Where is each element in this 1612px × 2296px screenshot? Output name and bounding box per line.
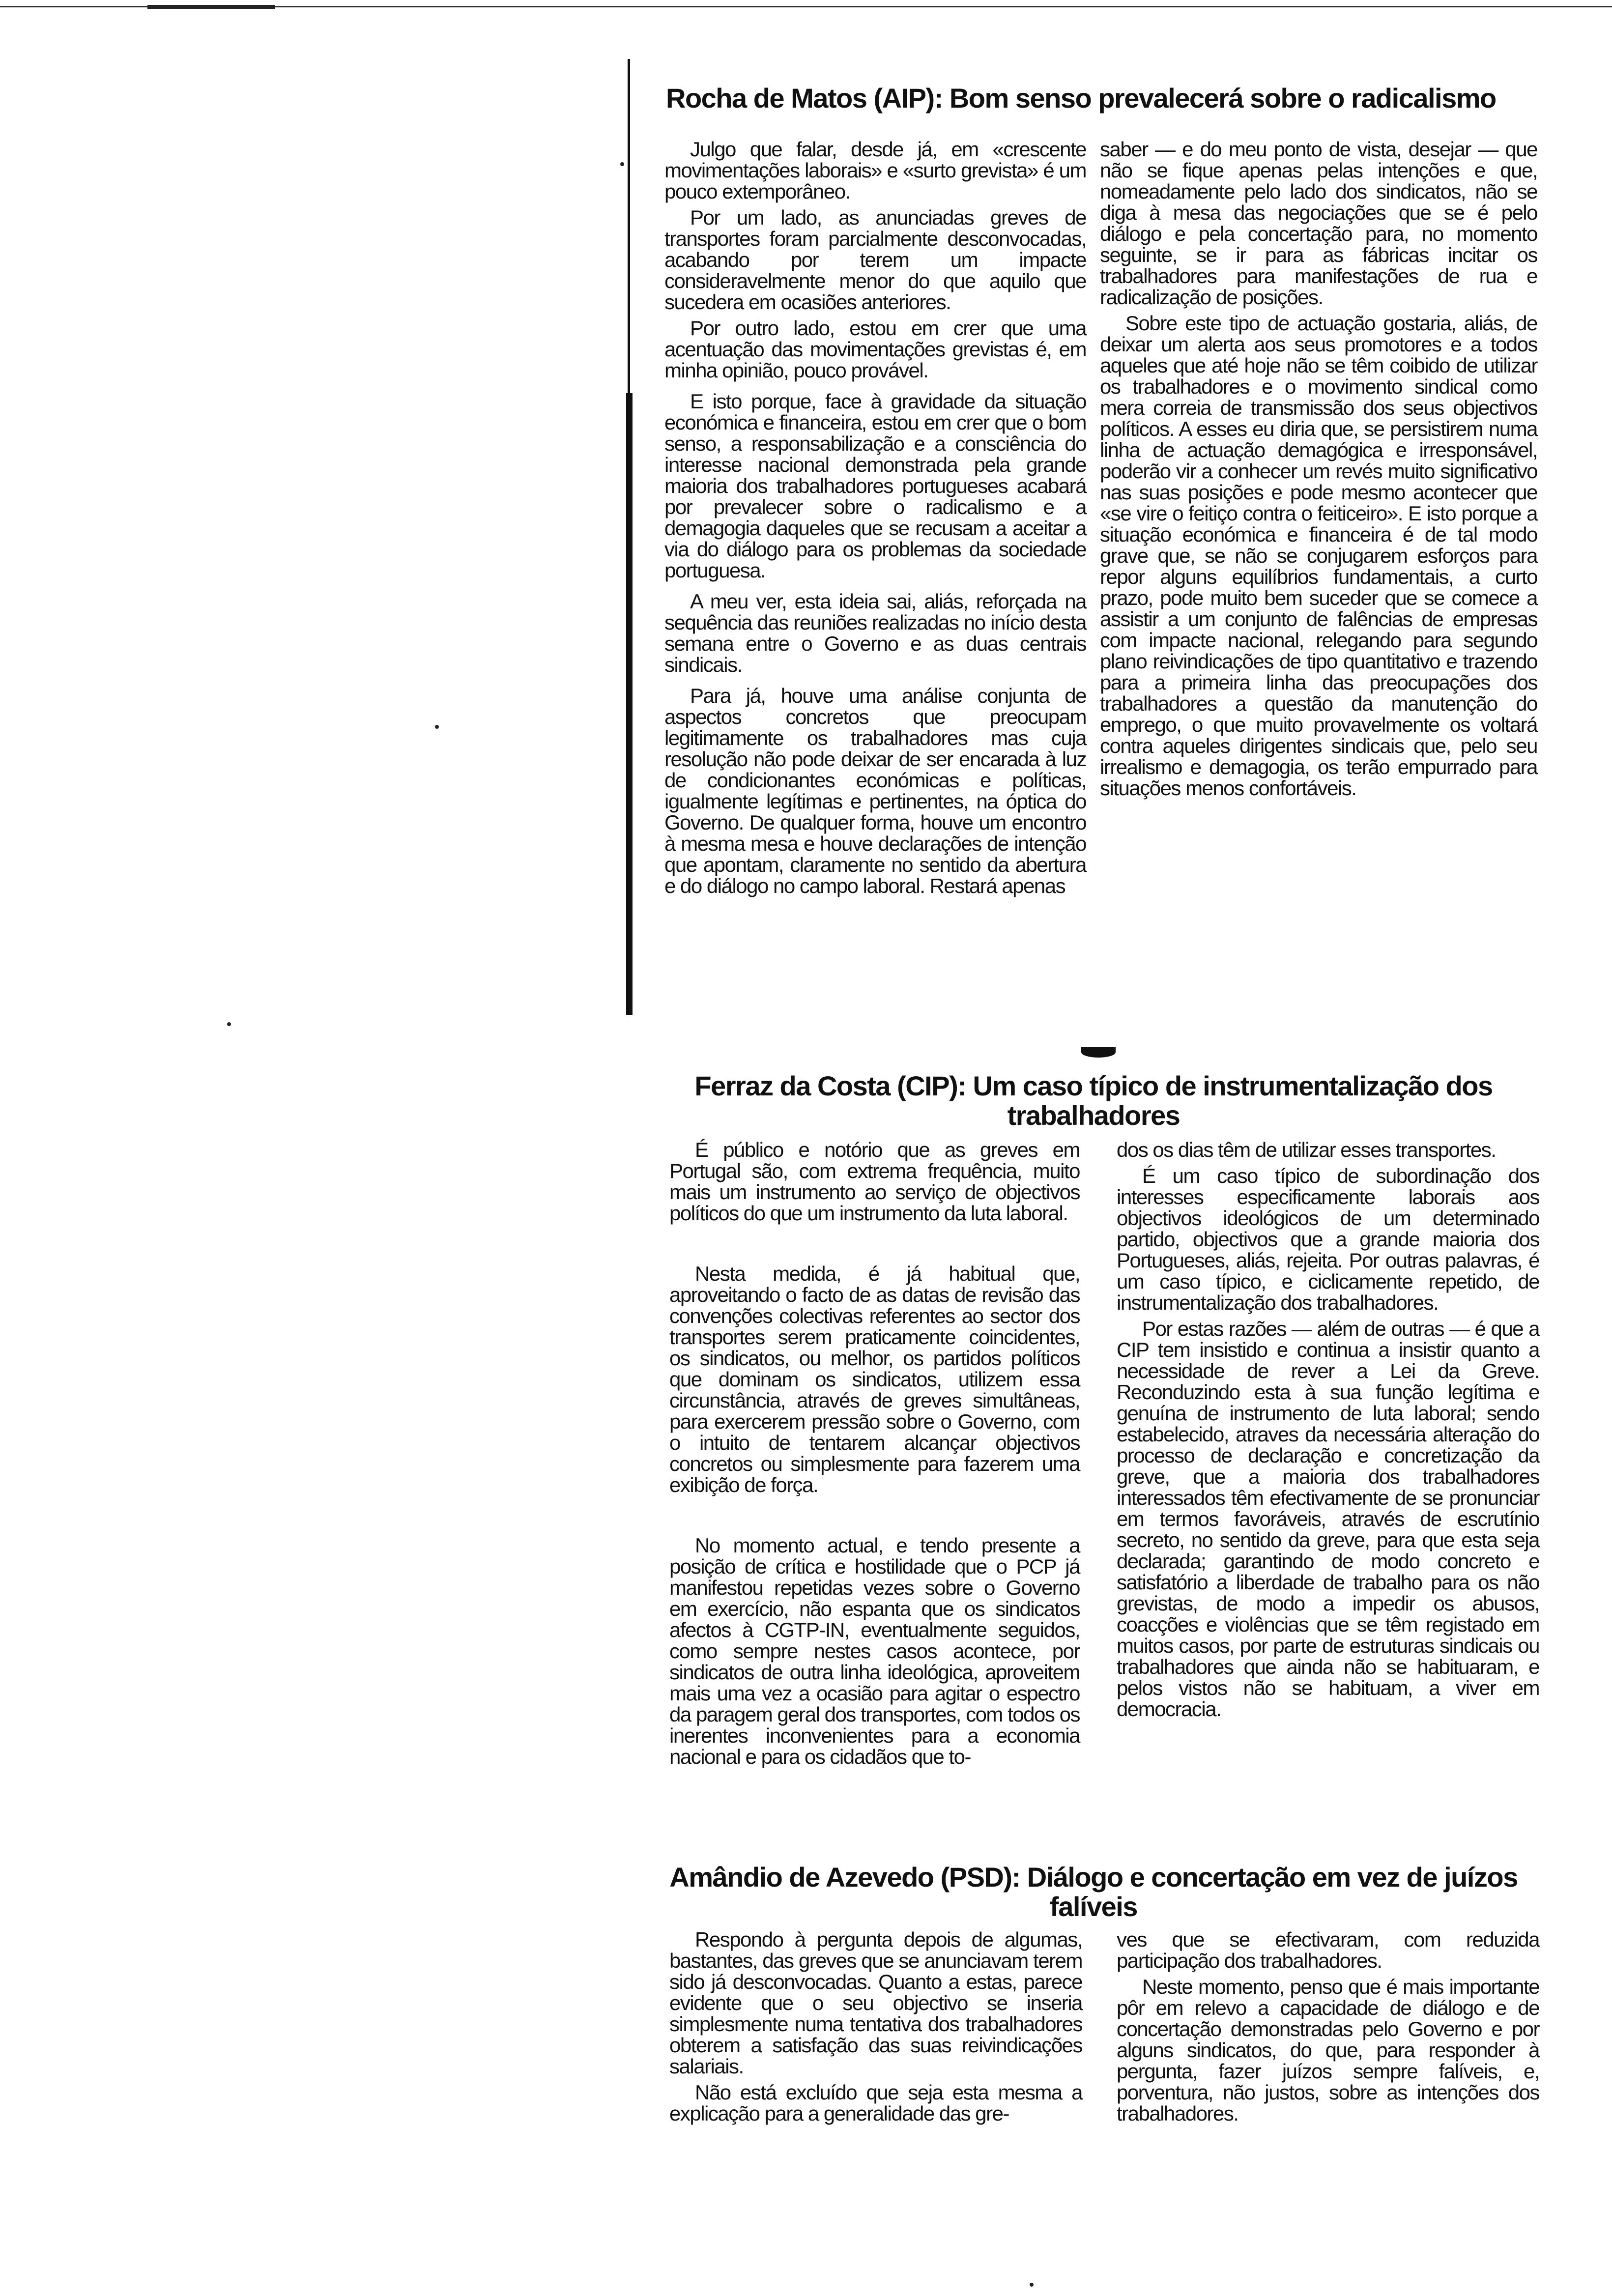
article-column-2: [1117, 1139, 1539, 1724]
paragraph: É um caso típico de subordinação dos interesses especificamente laborais aos objectivos ideológicos de um determinado partido, objectivos que a grande maioria dos Portugueses, aliás, rejeita. Por outras palavras, é um caso típico, e ciclicamente repetido, de instrumentalização dos trabalhadores.: [1117, 1164, 1539, 1314]
paragraph: É público e notório que as greves em Portugal são, com extrema frequência, muito mais um instrumento ao serviço de objectivos políticos do que um instrumento da luta laboral.: [669, 1138, 1080, 1225]
scan-speck: [1030, 2283, 1034, 2287]
paragraph: Neste momento, penso que é mais importante pôr em relevo a capacidade de diálogo e de concertação demonstradas pelo Governo e por alguns sindicatos, do que, para responder à pergunta, fazer juízos sempre falíveis, e, porventura, não justos, sobre as intenções dos trabalhadores.: [1117, 1975, 1539, 2125]
scan-speck: [227, 1022, 231, 1026]
paragraph: Por outro lado, estou em crer que uma acentuação das movimentações grevistas é, em minha opinião, pouco provável.: [664, 316, 1086, 382]
headline-speaker: Ferraz da Costa (CIP):: [694, 1070, 966, 1101]
headline-text: Bom senso prevalecerá sobre o radicalismo: [942, 83, 1496, 114]
paragraph: Nesta medida, é já habitual que, aproveitando o facto de as datas de revisão das convenções colectivas referentes ao sector dos transportes serem praticamente coincidentes, os sindicatos, ou melhor, os partidos políticos que dominam os sindicatos, utilizem essa circunstância, através de greves simultâneas, para exercerem pressão sobre o Governo, com o intuito de tentarem alcançar objectivos concretos ou simplesmente para fazerem uma exibição de força.: [669, 1262, 1080, 1496]
headline-text: Um caso típico de instrumentalização dos trabalhadores: [966, 1070, 1493, 1131]
paragraph: Por um lado, as anunciadas greves de transportes foram parcialmente desconvocadas, acabando por terem um impacte consideravelmente menor do que aquilo que sucedera em ocasiões anteriores.: [664, 206, 1086, 314]
scan-speck: [435, 725, 439, 729]
ink-blot: [1081, 1047, 1116, 1058]
article-headline: [666, 1863, 1521, 1922]
paragraph: Por estas razões — além de outras — é que a CIP tem insistido e continua a insistir quanto a necessidade de rever a Lei da Greve. Reconduzindo esta à sua função legítima e genuína de instrumento de luta laboral; sendo estabelecido, atraves da necessária alteração do processo de declaração e concretização da greve, que a maioria dos trabalhadores interessados têm efectivamente de se pronunciar em termos favoráveis, através de escrutínio secreto, no sentido da greve, para que esta seja declarada; garantindo de modo concreto e satisfatório a liberdade de trabalho para os não grevistas, de modo a impedir os abusos, coacções e violências que se têm registado em muitos casos, por parte de estruturas sindicais ou trabalhadores que ainda não se habituaram, e pelos vistos não se habituam, a viver em democracia.: [1117, 1317, 1539, 1721]
paragraph: Julgo que falar, desde já, em «crescente movimentações laborais» e «surto grevista» é um pouco extemporâneo.: [664, 138, 1086, 203]
paragraph: dos os dias têm de utilizar esses transportes.: [1117, 1138, 1496, 1161]
article-headline: [666, 84, 1511, 113]
paragraph: Não está excluído que seja esta mesma a explicação para a generalidade das gre-: [669, 2081, 1082, 2125]
paragraph: Respondo à pergunta depois de algumas, bastantes, das greves que se anunciavam terem sido já desconvocadas. Quanto a estas, parece evidente que o seu objectivo se inseria simplesmente numa tentativa dos trabalhadores obterem a satisfação das suas reivindicações salariais.: [669, 1928, 1082, 2078]
article-column-1: [669, 1139, 1080, 1772]
article-column-1: [669, 1929, 1082, 2129]
article-headline: [666, 1071, 1521, 1130]
article-column-1: [664, 139, 1086, 901]
top-rule-mark: [147, 5, 275, 9]
paragraph: No momento actual, e tendo presente a posição de crítica e hostilidade que o PCP já manifestou repetidas vezes sobre o Governo em exercício, não espanta que os sindicatos afectos à CGTP-IN, eventualmente seguidos, como sempre nestes casos acontece, por sindicatos de outra linha ideológica, aproveitem mais uma vez a ocasião para agitar o espectro da paragem geral dos transportes, com todos os inerentes inconvenientes para a economia nacional e para os cidadãos que to-: [669, 1534, 1080, 1768]
column-rule-thick: [626, 393, 633, 1015]
column-rule: [628, 59, 630, 398]
paragraph: A meu ver, esta ideia sai, aliás, reforçada na sequência das reuniões realizadas no início desta semana entre o Governo e as duas centrais sindicais.: [664, 590, 1086, 676]
paragraph: Sobre este tipo de actuação gostaria, aliás, de deixar um alerta aos seus promotores e a todos aqueles que até hoje não se têm coibido de utilizar os trabalhadores e o movimento sindical como mera correia de transmissão dos seus objectivos políticos. A esses eu diria que, se persistirem numa linha de actuação demagógica e irresponsável, poderão vir a conhecer um revés muito significativo nas suas posições e pode mesmo acontecer que «se vire o feitiço contra o feiticeiro». E isto porque a situação económica e financeira é de tal modo grave que, se não se conjugarem esforços para repor alguns equilíbrios fundamentais, a curto prazo, pode muito bem suceder que se comece a assistir a um conjunto de falências de empresas com impacte nacional, relegando para segundo plano reivindicações de tipo quantitativo e trazendo para a primeira linha das preocupações dos trabalhadores a questão da manutenção do emprego, o que muito provavelmente os voltará contra aqueles dirigentes sindicais que, pelo seu irrealismo e demagogia, os terão empurrado para situações menos confortáveis.: [1100, 312, 1537, 800]
headline-speaker: Amândio de Azevedo (PSD):: [669, 1862, 1020, 1893]
paragraph: Para já, houve uma análise conjunta de aspectos concretos que preocupam legitimamente os trabalhadores mas cuja resolução não pode deixar de ser encarada à luz de condicionantes económicas e políticas, igualmente legítimas e pertinentes, na óptica do Governo. De qualquer forma, houve um encontro à mesma mesa e houve declarações de intenção que apontam, claramente no sentido da abertura e do diálogo no campo laboral. Restará apenas: [664, 684, 1086, 897]
headline-text: Diálogo e concertação em vez de juízos falíveis: [1020, 1862, 1518, 1922]
article-column-2: [1117, 1929, 1539, 2129]
paragraph: saber — e do meu ponto de vista, desejar — que não se fique apenas pelas intenções e que, nomeadamente pelo lado dos sindicatos, não se diga à mesa das negociações que se é pelo diálogo e pela concertação para, no momento seguinte, se ir para as fábricas incitar os trabalhadores para manifestações de rua e radicalização de posições.: [1100, 138, 1537, 309]
scan-speck: [620, 162, 624, 166]
paragraph: E isto porque, face à gravidade da situação económica e financeira, estou em crer que o bom senso, a responsabilização e a consciência do interesse nacional demonstrada pela grande maioria dos trabalhadores portugueses acabará por prevalecer sobre o radicalismo e a demagogia daqueles que se recusam a aceitar a via do diálogo para os problemas da sociedade portuguesa.: [664, 390, 1086, 582]
headline-speaker: Rocha de Matos (AIP):: [666, 83, 943, 114]
paragraph: ves que se efectivaram, com reduzida participação dos trabalhadores.: [1117, 1928, 1539, 1972]
article-column-2: [1100, 139, 1537, 804]
